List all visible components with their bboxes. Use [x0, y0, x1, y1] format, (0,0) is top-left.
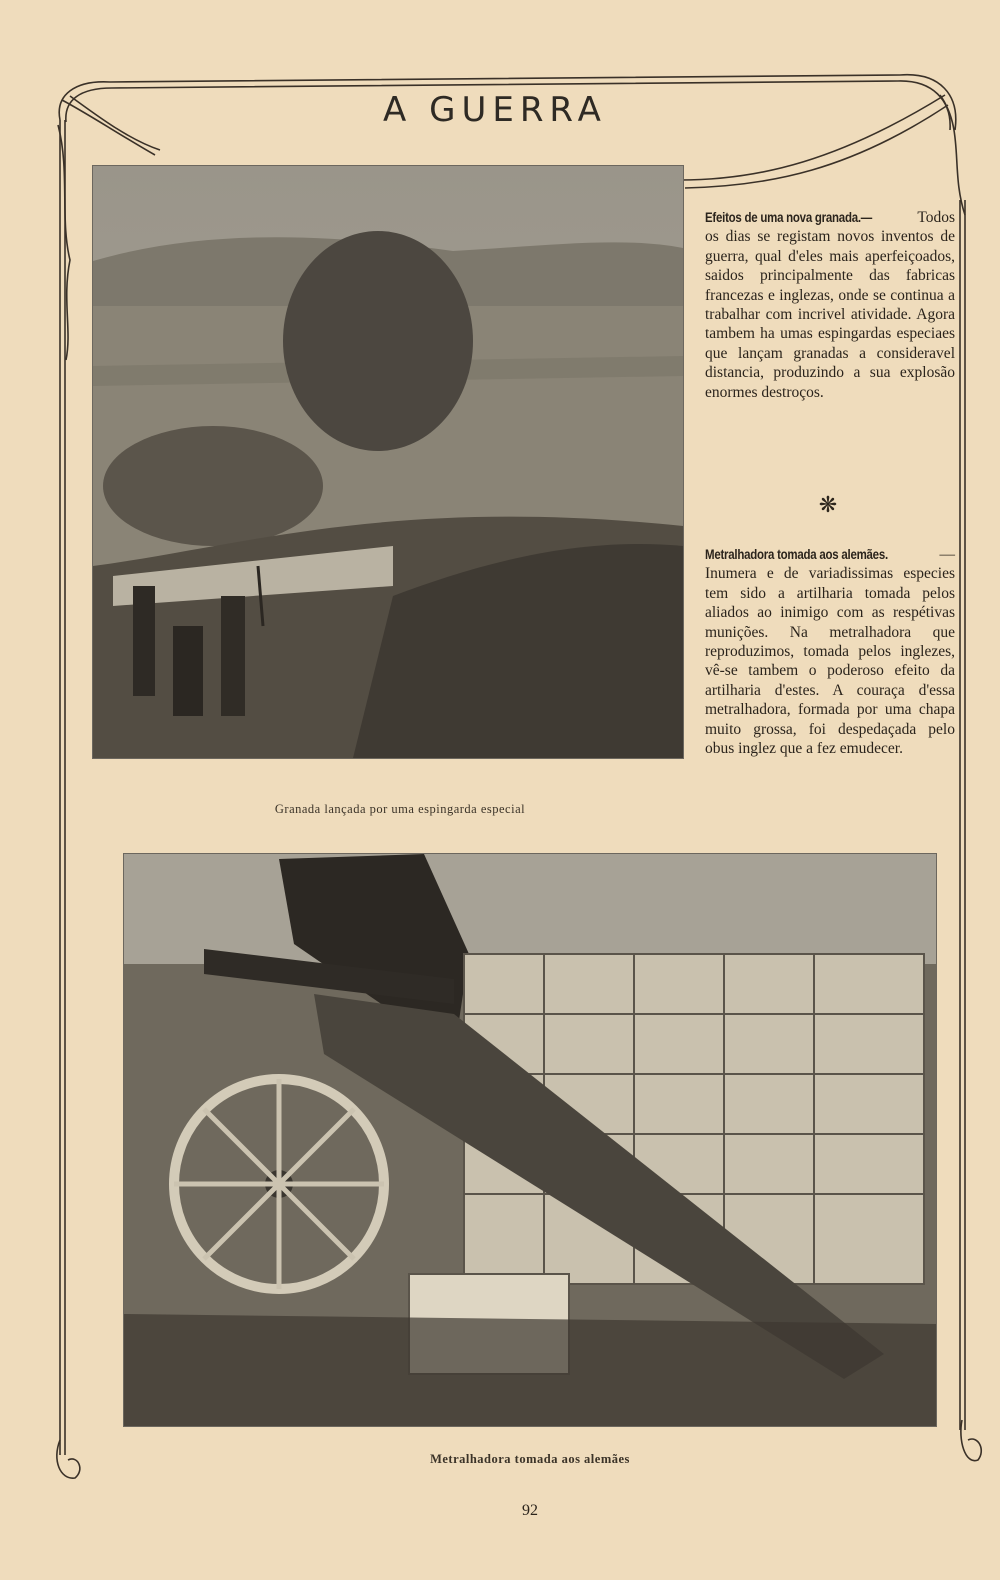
- article-heading: Metralhadora tomada aos alemães.: [705, 546, 888, 562]
- page-number: 92: [522, 1502, 538, 1519]
- article-body: —Inumera e de variadissimas especies tem sido a artilharia tomada pelos aliados ao inimigo com as respétivas munições. Na metralhadora que reproduzimos, tomada pelos inglezes, vê-se tambem o poderoso efeito da artilharia d'estes. A couraça d'essa metralhadora, formada por uma chapa muito grossa, foi despedaçada pelo obus inglez que a fez emudecer.: [705, 546, 955, 758]
- captured-gun-photo: [123, 853, 937, 1427]
- article-new-grenade: [705, 208, 955, 402]
- article-body: Todos os dias se registam novos inventos de guerra, qual d'eles mais aperfeiçoados, saidos principalmente das fabricas francezas e inglezas, onde se continua a trabalhar com incrivel atividade. Agora tambem ha umas espingardas especiaes que lançam granadas a consideravel distancia, produzindo a sua explosão enormes destroços.: [705, 209, 955, 401]
- photo-caption: Metralhadora tomada aos alemães: [430, 1452, 630, 1466]
- article-heading: Efeitos de uma nova granada.—: [705, 209, 873, 225]
- article-captured-machine-gun: [705, 545, 955, 758]
- photo-caption: Granada lançada por uma espingarda especial: [274, 802, 526, 816]
- trench-photo: [92, 165, 684, 759]
- section-title: A GUERRA: [383, 90, 607, 130]
- separator-ornament: ❋: [818, 492, 838, 517]
